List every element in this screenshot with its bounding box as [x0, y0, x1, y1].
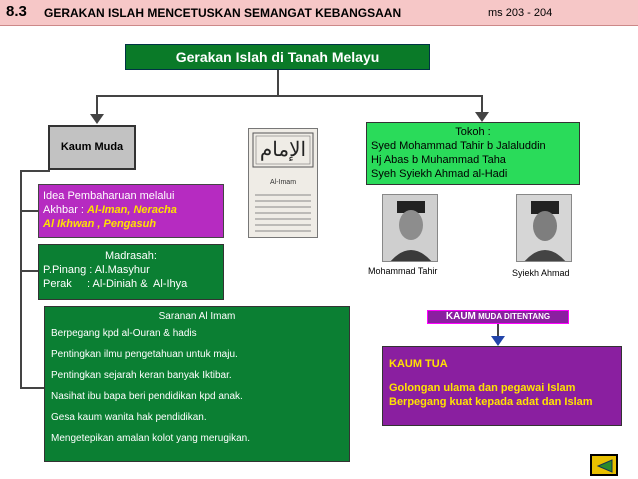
- idea-prefix: Akhbar :: [43, 204, 88, 216]
- al-imam-magazine-image: [248, 128, 318, 238]
- connector-line: [20, 210, 38, 212]
- header-title: GERAKAN ISLAH MENCETUSKAN SEMANGAT KEBANGSAAN: [44, 6, 402, 20]
- kaum-tua-line: Berpegang kuat kepada adat dan Islam: [389, 396, 593, 408]
- tokoh-label: Tokoh: [455, 126, 485, 138]
- madrasah-title: Madrasah:: [105, 250, 157, 262]
- idea-line: [43, 203, 219, 217]
- tokoh-colon: :: [484, 126, 491, 138]
- connector-line: [20, 270, 38, 272]
- main-title: Gerakan Islah di Tanah Melayu: [125, 44, 430, 70]
- kaum-muda-label: Kaum Muda: [60, 141, 124, 153]
- madrasah-box: [38, 244, 224, 300]
- madrasah-item: P.Pinang : Al.Masyhur: [43, 264, 150, 276]
- portrait-caption: Mohammad Tahir: [368, 266, 438, 276]
- ditentang-small: MUDA DITENTANG: [475, 312, 551, 321]
- tokoh-heading: [371, 125, 575, 139]
- connector-line: [20, 387, 44, 389]
- saranan-item: Pentingkan ilmu pengetahuan untuk maju.: [51, 349, 238, 360]
- connector-line: [277, 70, 279, 96]
- tokoh-name: Syed Mohammad Tahir b Jalaluddin: [371, 140, 546, 152]
- return-button[interactable]: [590, 454, 618, 476]
- connector-line: [20, 170, 22, 388]
- kaum-tua-line: Golongan ulama dan pegawai Islam: [389, 382, 576, 394]
- tokoh-name: Syeh Syiekh Ahmad al-Hadi: [371, 168, 508, 180]
- portrait-caption: Syiekh Ahmad: [512, 268, 570, 278]
- magazine-subtitle: Al-Imam: [269, 179, 297, 186]
- connector-line: [20, 170, 50, 172]
- saranan-item: Berpegang kpd al-Ouran & hadis: [51, 328, 197, 339]
- ditentang-big: KAUM: [445, 311, 476, 322]
- idea-newspapers: Al Ikhwan , Pengasuh: [43, 218, 157, 230]
- kaum-muda-ditentang-label: [427, 310, 569, 324]
- kaum-tua-title: KAUM TUA: [389, 358, 448, 370]
- idea-line: Idea Pembaharuan melalui: [43, 190, 175, 202]
- saranan-item: Gesa kaum wanita hak pendidikan.: [51, 412, 207, 423]
- tokoh-name: Hj Abas b Muhammad Taha: [371, 154, 506, 166]
- saranan-list: [51, 328, 343, 444]
- kaum-muda-box: [48, 125, 136, 170]
- page-reference: ms 203 - 204: [488, 7, 553, 19]
- tokoh-box: [366, 122, 580, 185]
- magazine-arabic-title: الإمام: [259, 137, 307, 161]
- return-arrow-icon: [596, 459, 614, 473]
- saranan-item: Mengetepikan amalan kolot yang merugikan.: [51, 433, 251, 444]
- kaum-tua-box: [382, 346, 622, 426]
- idea-pembaharuan-box: [38, 184, 224, 238]
- person-silhouette-icon: [517, 195, 572, 262]
- person-silhouette-icon: [383, 195, 438, 262]
- idea-newspapers: Al-Iman, Neracha: [87, 204, 177, 216]
- saranan-title: Saranan Al Imam: [158, 311, 236, 322]
- madrasah-item: Perak : Al-Diniah & Al-Ihya: [43, 278, 188, 290]
- saranan-item: Pentingkan sejarah keran banyak Iktibar.: [51, 370, 232, 381]
- saranan-al-imam-box: [44, 306, 350, 462]
- portrait-mohammad-tahir: [382, 194, 438, 262]
- connector-line: [96, 95, 482, 97]
- arrow-down-icon: [90, 112, 104, 126]
- section-number: 8.3: [6, 3, 27, 20]
- header-bar: [0, 0, 638, 26]
- portrait-syiekh-ahmad: [516, 194, 572, 262]
- saranan-item: Nasihat ibu bapa beri pendidikan kpd anak.: [51, 391, 243, 402]
- magazine-text-lines: [253, 191, 313, 235]
